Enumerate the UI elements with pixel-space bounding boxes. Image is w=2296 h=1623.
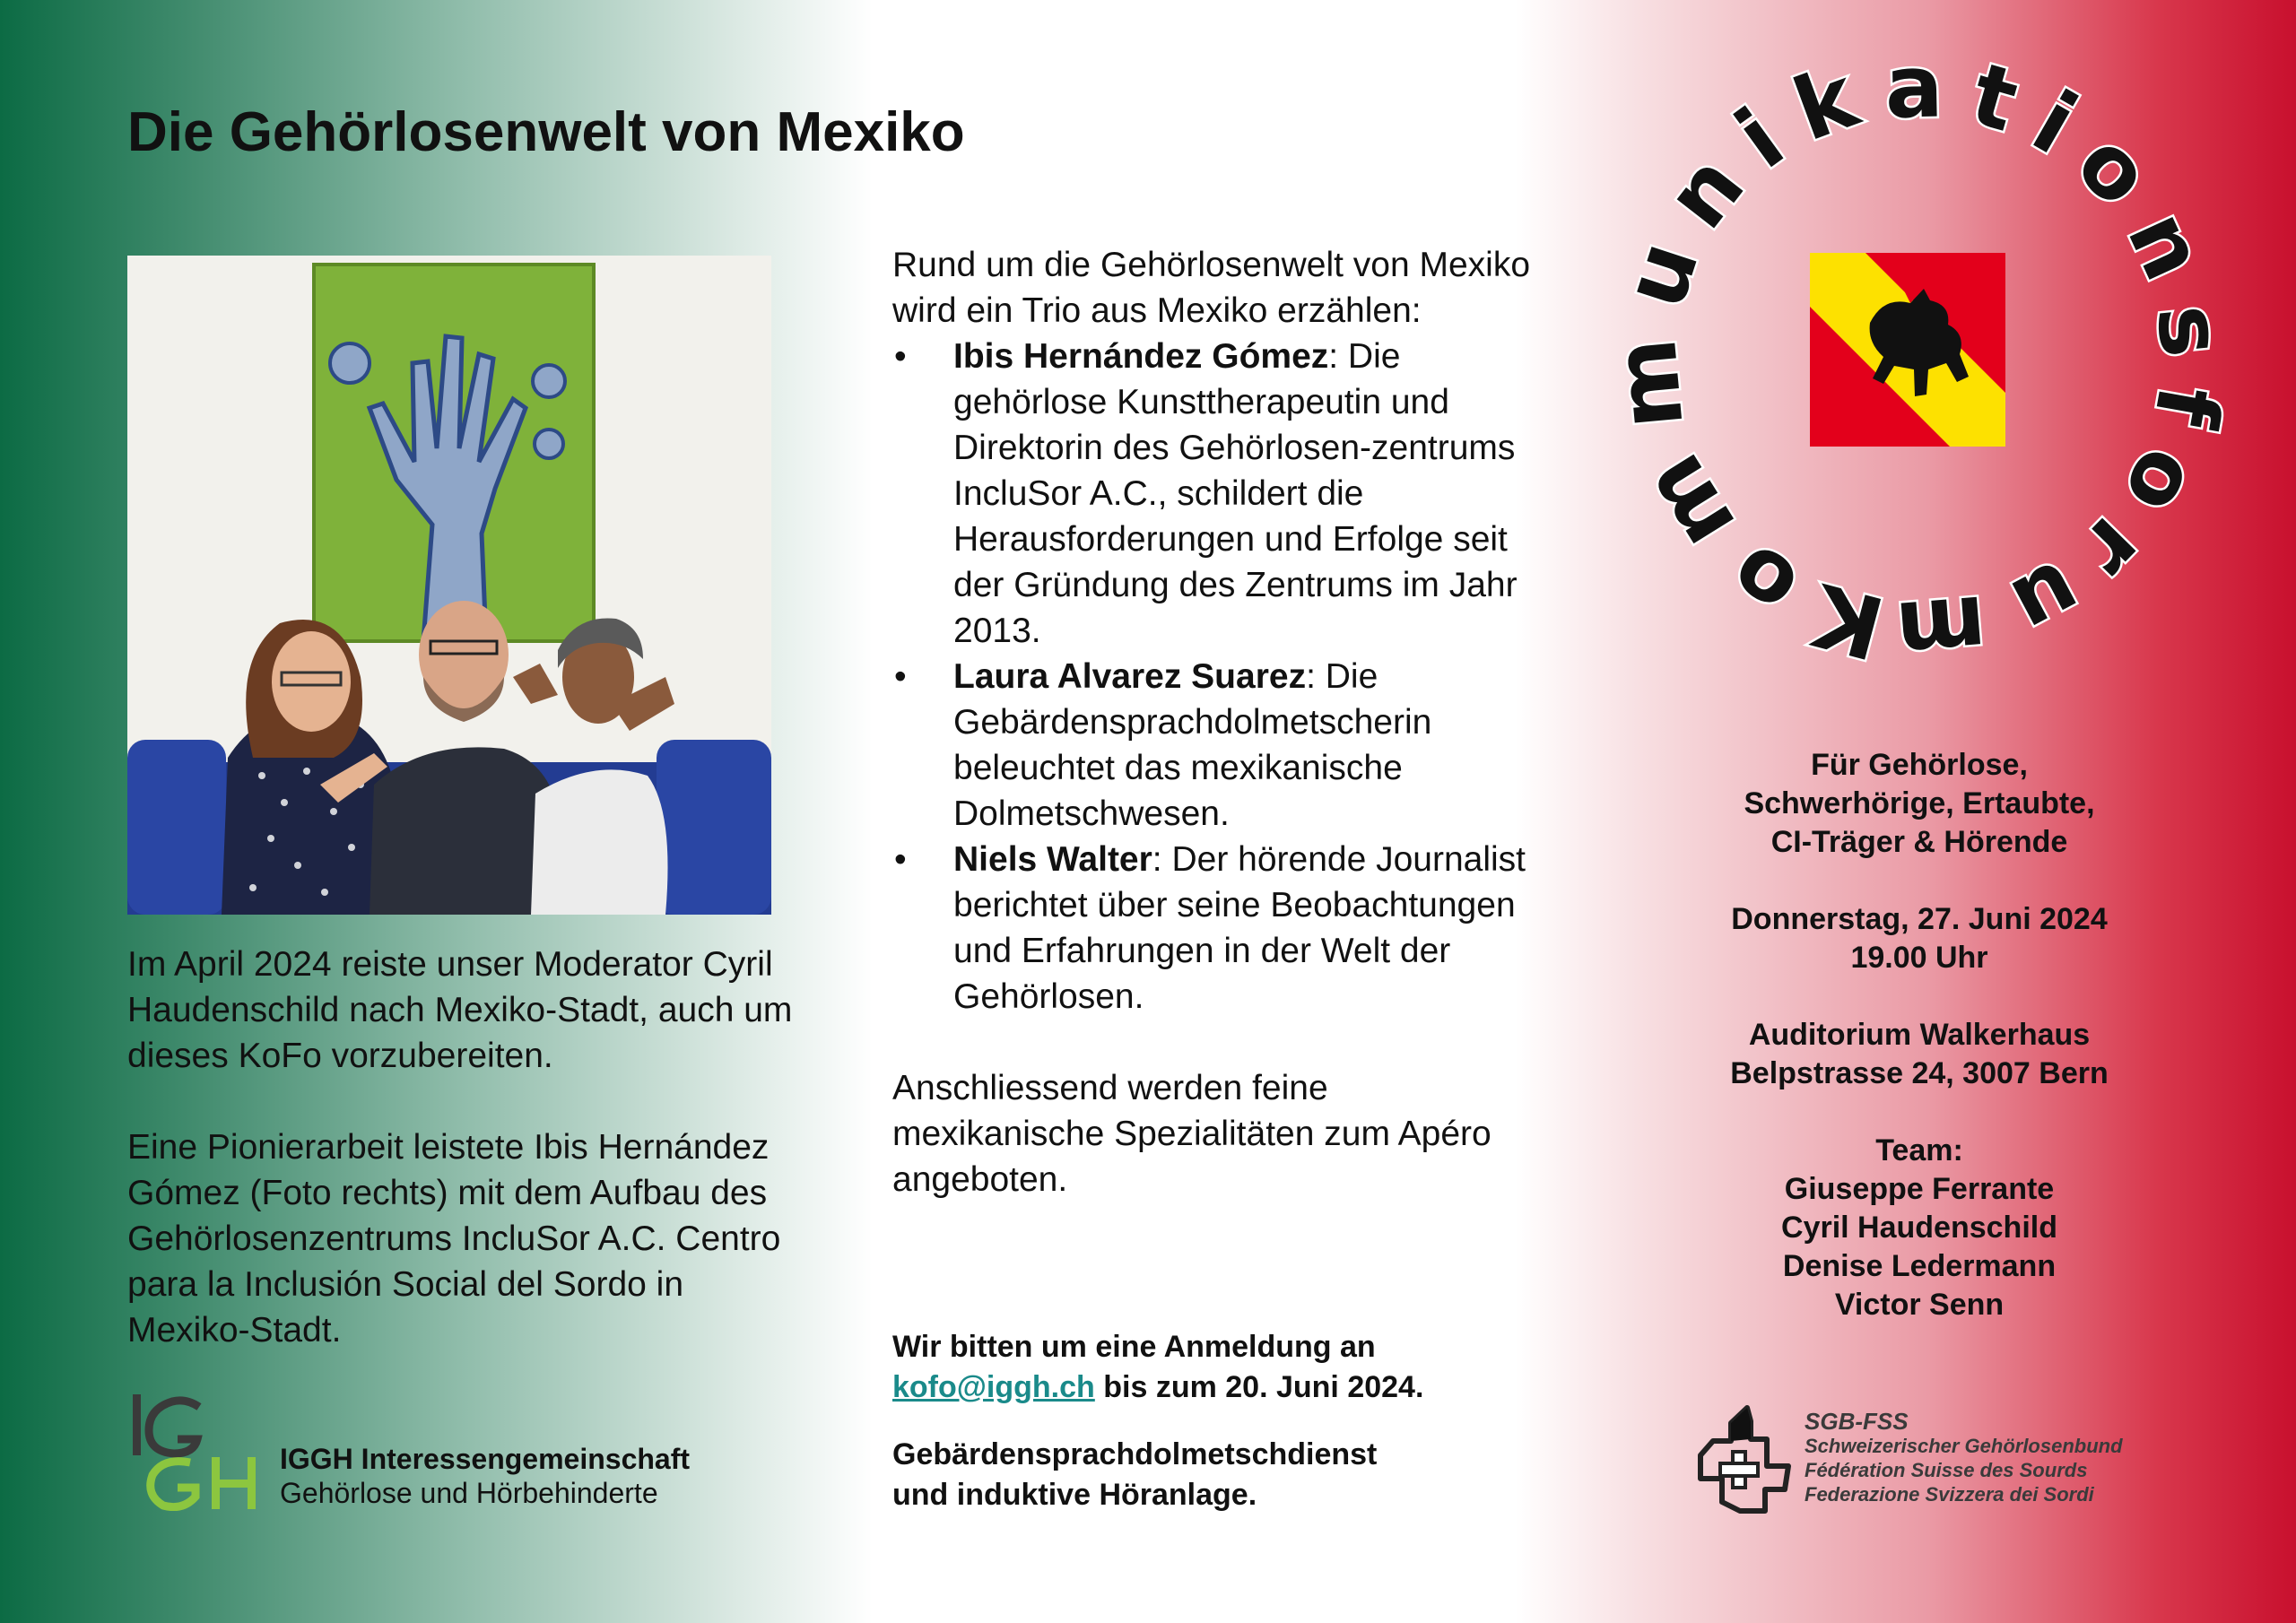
venue-name: Auditorium Walkerhaus [1748, 1018, 2091, 1052]
speaker-name: Laura Alvarez Suarez [953, 657, 1307, 696]
registration-note [892, 1327, 1574, 1408]
iggh-name [280, 1442, 690, 1510]
team-member: Denise Ledermann [1782, 1249, 2057, 1283]
bullet: • [894, 337, 907, 376]
sgb-name [1805, 1410, 2123, 1506]
bullet: • [894, 840, 907, 879]
bern-flag-icon [1810, 253, 2005, 447]
services-note [892, 1435, 1574, 1515]
list-item [892, 837, 1538, 1020]
kommunikationsforum-emblem [1614, 54, 2224, 664]
page-title: Die Gehörlosenwelt von Mexiko [127, 101, 965, 163]
event-date: Donnerstag, 27. Juni 2024 [1731, 902, 2108, 936]
team-member: Victor Senn [1834, 1288, 2005, 1322]
program-intro: Rund um die Gehörlosenwelt von Mexiko wird ein Trio aus Mexiko erzählen: [892, 246, 1531, 330]
iggh-logo [127, 1394, 262, 1511]
speaker-list [892, 334, 1538, 1020]
bullet: • [894, 657, 907, 696]
audience-line: Für Gehörlose, [1811, 748, 2028, 782]
audience [1614, 746, 2224, 862]
group-photo [127, 256, 771, 915]
sgb-logo [1695, 1403, 1794, 1515]
venue [1614, 1016, 2224, 1093]
intro-paragraph-1: Im April 2024 reiste unser Moderator Cyril Haudenschild nach Mexiko-Stadt, auch um dieses KoFo vorzubereiten. [127, 945, 793, 1075]
speaker-description: : Der hörende Journalist berichtet über seine Beobachtungen und Erfahrungen in der Welt der Gehörlosen. [953, 840, 1526, 1016]
services-line-2: und induktive Höranlage. [892, 1478, 1257, 1512]
team-label: Team: [1875, 1133, 1963, 1167]
audience-line: CI-Träger & Hörende [1770, 825, 2068, 859]
team-member: Giuseppe Ferrante [1784, 1172, 2055, 1206]
speaker-name: Niels Walter [953, 840, 1152, 879]
iggh-line-1: IGGH Interessengemeinschaft [280, 1443, 691, 1475]
speaker-name: Ibis Hernández Gómez [953, 337, 1329, 376]
list-item [892, 334, 1538, 654]
registration-deadline: bis zum 20. Juni 2024. [1094, 1370, 1424, 1404]
services-line-1: Gebärdensprachdolmetschdienst [892, 1437, 1378, 1471]
sgb-line-2: Schweizerischer Gehörlosenbund [1805, 1435, 2123, 1457]
venue-address: Belpstrasse 24, 3007 Bern [1730, 1056, 2109, 1090]
email-link[interactable]: kofo@iggh.ch [892, 1370, 1095, 1404]
sgb-line-1: SGB-FSS [1805, 1408, 1909, 1435]
sgb-line-4: Federazione Svizzera dei Sordi [1805, 1483, 2094, 1506]
iggh-line-2: Gehörlose und Hörbehinderte [280, 1477, 658, 1509]
intro-paragraph-2: Eine Pionierarbeit leistete Ibis Hernández Gómez (Foto rechts) mit dem Aufbau des Gehörlosenzentrums IncluSor A.C. Centro para la Inclusión Social del Sordo in Mexiko-Stadt. [127, 1128, 781, 1350]
speaker-description: : Die gehörlose Kunsttherapeutin und Direktorin des Gehörlosen-zentrums IncluSor A.C., schildert die Herausforderungen und Erfolge seit der Gründung des Zentrums im Jahr 2013. [953, 337, 1518, 650]
team [1614, 1132, 2224, 1324]
team-member: Cyril Haudenschild [1781, 1211, 2057, 1245]
event-details [1614, 746, 2224, 1324]
event-time: 19.00 Uhr [1850, 941, 1988, 975]
emblem-ring-text: Kom unikation orum [1614, 54, 2224, 664]
registration-prefix: Wir bitten um eine Anmeldung an [892, 1330, 1376, 1364]
date-time [1614, 900, 2224, 977]
speaker-description: : Die Gebärdensprachdolmetscherin beleuchtet das mexikanische Dolmetschwesen. [953, 657, 1432, 833]
intro-text [127, 942, 809, 1353]
list-item [892, 654, 1538, 837]
audience-line: Schwerhörige, Ertaubte, [1744, 786, 2095, 820]
program-text [892, 242, 1538, 1202]
closing-text: Anschliessend werden feine mexikanische Spezialitäten zum Apéro angeboten. [892, 1069, 1492, 1199]
sgb-line-3: Fédération Suisse des Sourds [1805, 1459, 2088, 1481]
